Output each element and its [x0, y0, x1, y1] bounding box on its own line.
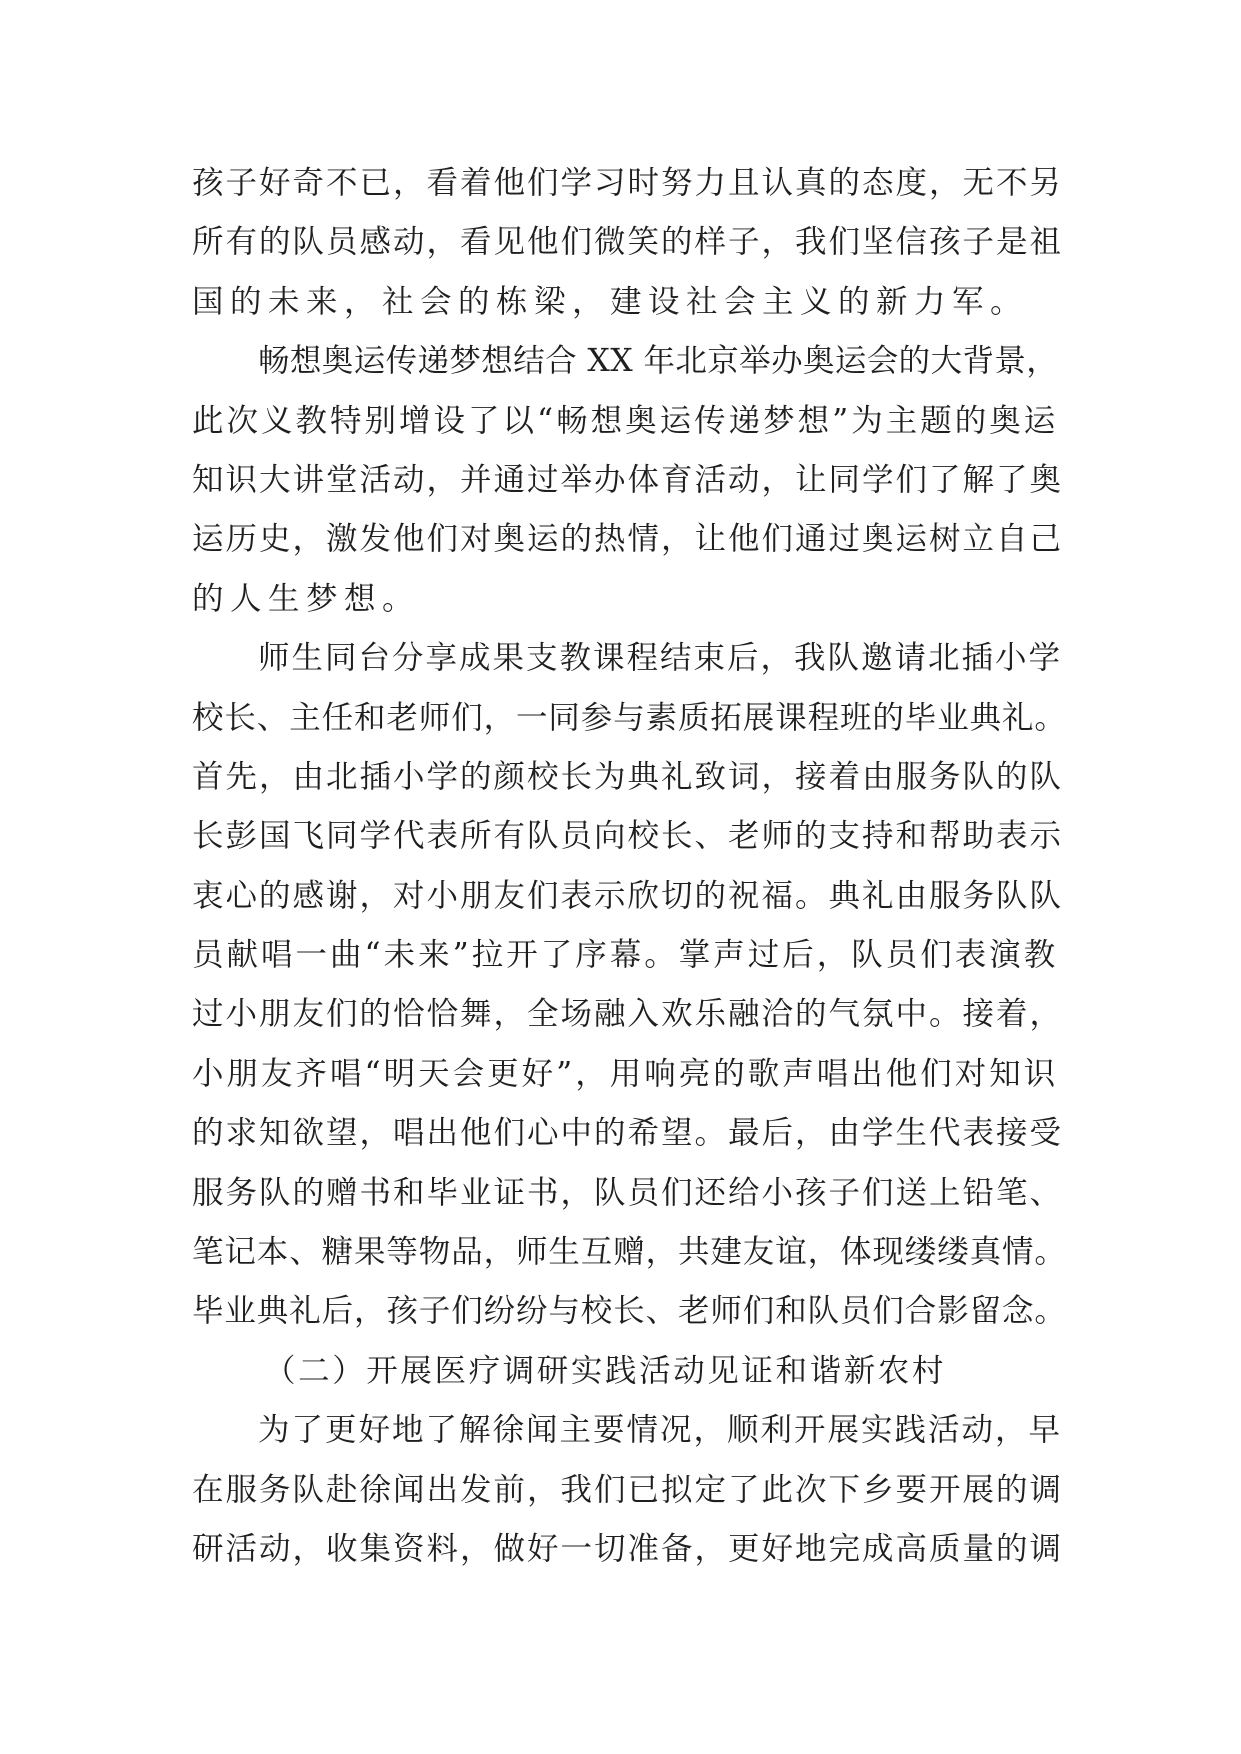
- text-line: 所有的队员感动，看见他们微笑的样子，我们坚信孩子是祖: [192, 224, 1064, 261]
- text-line: 长彭国飞同学代表所有队员向校长、老师的支持和帮助表示: [192, 818, 1064, 855]
- text-line: 为了更好地了解徐闻主要情况，顺利开展实践活动，早: [258, 1412, 1063, 1449]
- text-line: 小朋友齐唱“明天会更好”，用响亮的歌声唱出他们对知识: [192, 1055, 1059, 1092]
- text-line: 衷心的感谢，对小朋友们表示欣切的祝福。典礼由服务队队: [192, 877, 1064, 914]
- text-line: 服务队的赠书和毕业证书，队员们还给小孩子们送上铅笔、: [192, 1174, 1064, 1211]
- text-line: 校长、主任和老师们，一同参与素质拓展课程班的毕业典礼。: [192, 699, 1067, 736]
- text-line: 研活动，收集资料，做好一切准备，更好地完成高质量的调: [192, 1530, 1064, 1567]
- text-line: 首先，由北插小学的颜校长为典礼致词，接着由服务队的队: [192, 758, 1064, 795]
- text-line: 过小朋友们的恰恰舞，全场融入欢乐融洽的气氛中。接着，: [192, 996, 1064, 1033]
- text-line: 畅想奥运传递梦想结合 XX 年北京举办奥运会的大背景，: [258, 343, 1059, 380]
- document-body: [192, 154, 1068, 1579]
- text-line: 此次义教特别增设了以“畅想奥运传递梦想”为主题的奥运: [192, 402, 1059, 439]
- text-line: 在服务队赴徐闻出发前，我们已拟定了此次下乡要开展的调: [192, 1471, 1064, 1508]
- text-line: 孩子好奇不已，看着他们学习时努力且认真的态度，无不另: [192, 165, 1064, 201]
- text-line: 知识大讲堂活动，并通过举办体育活动，让同学们了解了奥: [192, 461, 1064, 498]
- text-line: 国的未来，社会的栋梁，建设社会主义的新力军。: [192, 283, 1029, 320]
- text-line: 员献唱一曲“未来”拉开了序幕。掌声过后，队员们表演教: [192, 937, 1059, 974]
- text-line: 运历史，激发他们对奥运的热情，让他们通过奥运树立自己: [192, 521, 1064, 558]
- text-line: 的人生梦想。: [192, 580, 421, 617]
- section-heading: （二）开展医疗调研实践活动见证和谐新农村: [264, 1352, 947, 1389]
- text-line: 毕业典礼后，孩子们纷纷与校长、老师们和队员们合影留念。: [192, 1293, 1067, 1330]
- text-line: 的求知欲望，唱出他们心中的希望。最后，由学生代表接受: [192, 1115, 1064, 1152]
- text-line: 师生同台分享成果支教课程结束后，我队邀请北插小学: [258, 640, 1063, 677]
- text-line: 笔记本、糖果等物品，师生互赠，共建友谊，体现缕缕真情。: [192, 1234, 1067, 1271]
